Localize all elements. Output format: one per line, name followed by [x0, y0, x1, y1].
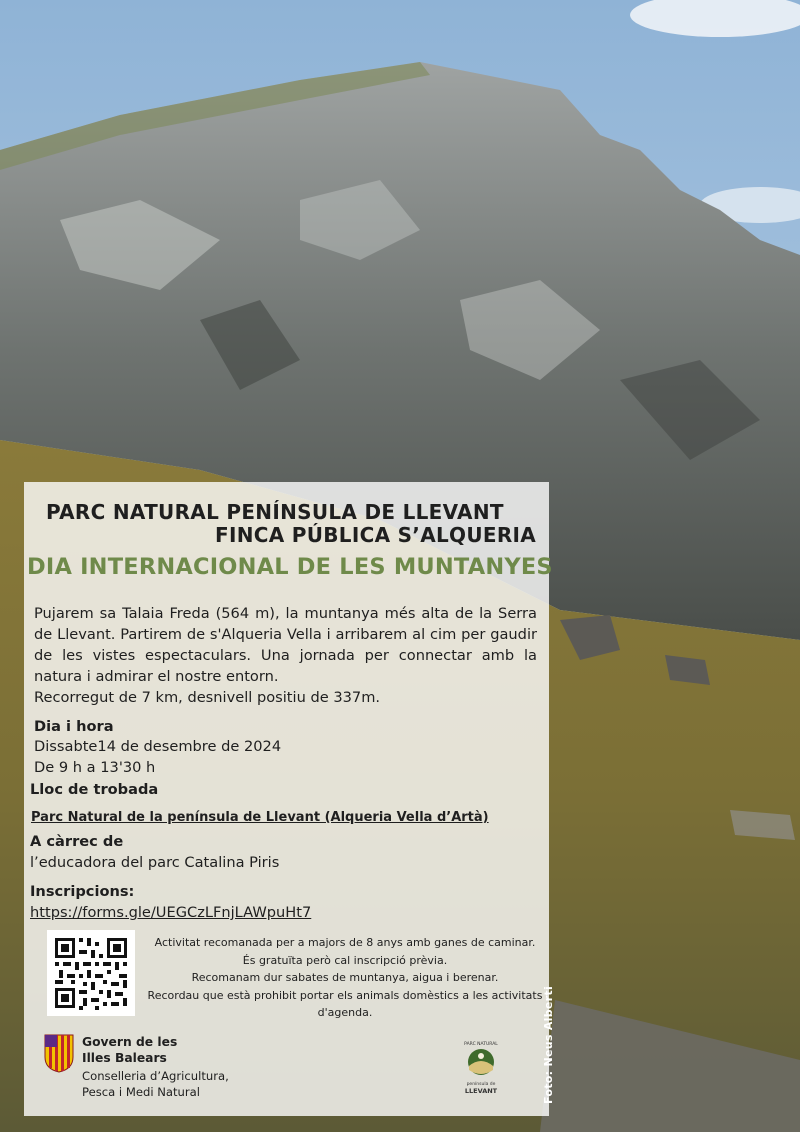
balearic-government-logo-icon — [43, 1033, 75, 1073]
note-item: Activitat recomanada per a majors de 8 anys amb ganes de caminar. — [154, 936, 536, 949]
registration-link[interactable]: https://forms.gle/UEGCzLFnjLAWpuHt7 — [30, 904, 312, 921]
government-name-line: Illes Balears — [82, 1051, 167, 1065]
estate-name-heading: FINCA PÚBLICA S’ALQUERIA — [215, 523, 537, 547]
activity-notes — [140, 934, 550, 1022]
meeting-label: Lloc de trobada — [30, 781, 159, 798]
department-name-line: Conselleria d’Agricultura, — [82, 1069, 229, 1083]
route-details: Recorregut de 7 km, desnivell positiu de 337m. — [34, 689, 381, 706]
note-item: És gratuïta però cal inscripció prèvia. — [242, 953, 448, 967]
guide-name: l’educadora del parc Catalina Piris — [30, 854, 280, 871]
registration-label: Inscripcions: — [30, 883, 135, 900]
note-item: Recomanam dur sabates de muntanya, aigua i berenar. — [191, 971, 499, 984]
park-logo-mid-text: península de — [466, 1082, 496, 1087]
government-name — [82, 1034, 177, 1066]
event-description — [34, 603, 537, 708]
note-item: Recordau que està prohibit portar els animals domèstics a les activitats d'agenda. — [147, 988, 543, 1019]
event-title: DIA INTERNACIONAL DE LES MUNTANYES — [27, 554, 553, 580]
photo-credit: Foto: Neus Alberti — [542, 985, 555, 1104]
guide-label: A càrrec de — [30, 833, 124, 850]
natural-park-logo-icon — [459, 1038, 503, 1100]
government-name-line: Govern de les — [82, 1035, 178, 1049]
schedule-date: Dissabte14 de desembre de 2024 — [34, 738, 282, 755]
park-logo-top-text: PARC NATURAL — [464, 1042, 498, 1047]
park-name-heading: PARC NATURAL PENÍNSULA DE LLEVANT — [46, 500, 504, 524]
qr-code[interactable] — [47, 930, 135, 1016]
department-name-line: Pesca i Medi Natural — [82, 1085, 200, 1099]
park-logo-bottom-text: LLEVANT — [464, 1087, 498, 1095]
meeting-place: Parc Natural de la península de Llevant (Alqueria Vella d’Artà) — [31, 810, 489, 825]
description-paragraph: Pujarem sa Talaia Freda (564 m), la muntanya més alta de la Serra de Llevant. Partirem de s'Alqueria Vella i arribarem al cim per gaudir de les vistes espectaculars. Una jornada per connectar amb la natura i admirar el nostre entorn. — [34, 605, 537, 685]
department-name — [82, 1068, 229, 1100]
schedule-time: De 9 h a 13'30 h — [34, 759, 156, 776]
schedule-label: Dia i hora — [34, 718, 114, 735]
